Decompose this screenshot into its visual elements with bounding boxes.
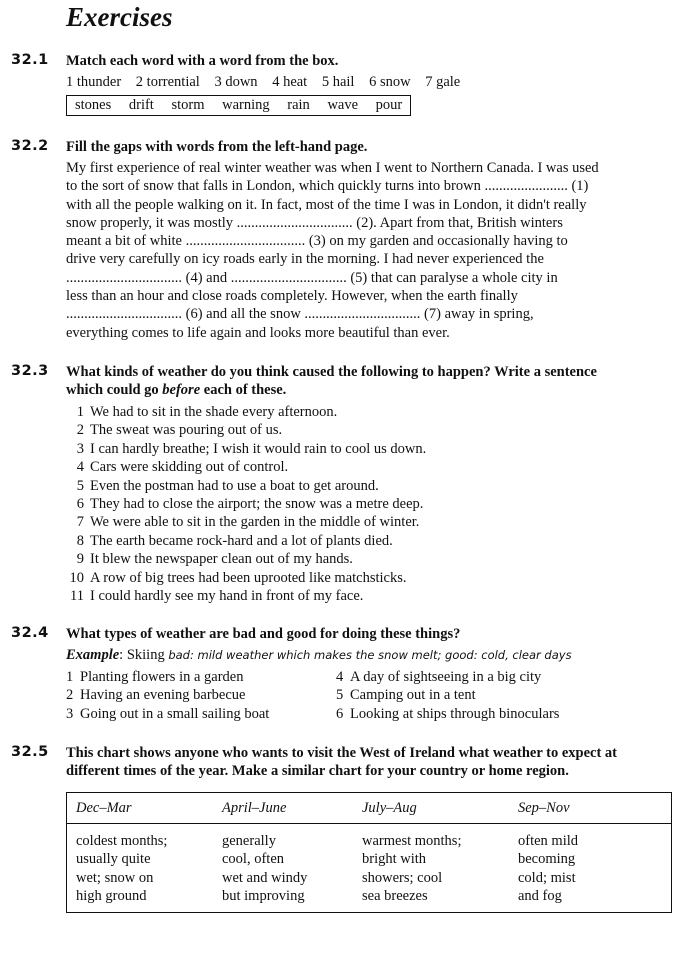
chart-cell: [213, 832, 353, 906]
cell-line: usually quite: [76, 851, 151, 868]
word-list: [66, 73, 676, 91]
text-line: ................................ (4) and ................................ (5) that can paralyse a whole city in: [66, 269, 558, 286]
chart-header-row: [67, 793, 671, 824]
list-item: [58, 550, 676, 568]
exercise-number: 32.3: [11, 363, 49, 379]
instruction: What types of weather are bad and good for doing these things?: [66, 626, 461, 642]
chart-header: April–June: [222, 799, 287, 816]
item-text: Looking at ships through binoculars: [350, 705, 560, 722]
list-item: [336, 705, 656, 723]
box-word: storm: [171, 97, 205, 114]
list-item: [58, 440, 676, 458]
list-item: [58, 569, 676, 587]
exercise-number: 32.1: [11, 52, 49, 68]
item-text: Even the postman had to use a boat to get around.: [90, 477, 379, 494]
exercise-number: 32.5: [11, 744, 49, 760]
cell-line: becoming: [518, 851, 576, 868]
activity-list: [66, 668, 676, 723]
cell-line: and fog: [518, 888, 562, 905]
list-item: [58, 587, 676, 605]
text-line: drive very carefully on icy roads early in the morning. I had never experienced the: [66, 251, 544, 268]
chart-body-row: [67, 824, 671, 912]
cell-line: sea breezes: [362, 888, 428, 905]
cell-line: generally: [222, 833, 276, 849]
item-number: 10: [69, 569, 84, 586]
box-word: pour: [375, 97, 403, 114]
item-number: 5: [76, 477, 84, 494]
item-number: 4: [336, 669, 344, 685]
instruction: different times of the year. Make a similar chart for your country or home region.: [66, 763, 569, 779]
instruction: Fill the gaps with words from the left-hand page.: [66, 139, 368, 155]
item-number: 7: [76, 514, 84, 531]
list-item: [58, 403, 676, 421]
cell-line: warmest months;: [362, 833, 462, 849]
list-item: [58, 495, 676, 513]
cell-line: wet; snow on: [76, 869, 154, 886]
box-word: warning: [222, 97, 270, 114]
gap-fill-text: [66, 159, 676, 342]
item-number: 6: [336, 705, 344, 722]
word-item: 7 gale: [425, 74, 461, 90]
example-line: [66, 646, 676, 665]
item-text: We had to sit in the shade every afternoon.: [90, 404, 338, 420]
list-item: [58, 477, 676, 495]
item-number: 11: [70, 588, 84, 605]
item-text: It blew the newspaper clean out of my hands.: [90, 551, 353, 568]
item-number: 2: [76, 422, 84, 439]
list-item: [66, 668, 336, 686]
item-text: I could hardly see my hand in front of my face.: [90, 588, 364, 605]
item-text: A row of big trees had been uprooted like matchsticks.: [90, 569, 407, 586]
cell-line: cold; mist: [518, 869, 576, 886]
cell-line: high ground: [76, 888, 147, 905]
item-text: I can hardly breathe; I wish it would rain to cool us down.: [90, 440, 427, 457]
exercise-number: 32.2: [11, 138, 49, 154]
word-item: 5 hail: [321, 74, 355, 90]
item-number: 8: [76, 532, 84, 549]
instruction: Match each word with a word from the box.: [66, 53, 339, 69]
box-word: stones: [75, 97, 112, 114]
word-item: 3 down: [214, 74, 258, 90]
instruction: This chart shows anyone who wants to visit the West of Ireland what weather to expect at: [66, 745, 617, 761]
item-number: 5: [336, 687, 344, 704]
cell-line: bright with: [362, 851, 427, 868]
list-item: [336, 668, 656, 686]
list-item: [58, 532, 676, 550]
list-item: [66, 686, 336, 704]
item-number: 1: [66, 669, 74, 685]
item-text: A day of sightseeing in a big city: [350, 669, 542, 685]
activity-column-left: [66, 668, 336, 723]
item-text: Having an evening barbecue: [80, 687, 246, 704]
text-line: ................................ (6) and all the snow ................................ (7) away in spring,: [66, 306, 534, 323]
cell-line: showers; cool: [362, 869, 443, 886]
cell-line: cool, often: [222, 851, 285, 868]
text-line: meant a bit of white ................................. (3) on my garden and occasionally having to: [66, 233, 568, 250]
box-word: drift: [128, 97, 154, 114]
item-text: They had to close the airport; the snow was a metre deep.: [90, 496, 424, 513]
activity-column-right: [336, 668, 656, 723]
text-line: less than an hour and close roads completely. However, when the earth finally: [66, 288, 518, 305]
item-number: 1: [76, 404, 84, 420]
word-item: 4 heat: [272, 74, 308, 90]
item-text: Camping out in a tent: [350, 687, 476, 704]
item-text: We were able to sit in the garden in the middle of winter.: [90, 514, 420, 531]
cell-line: but improving: [222, 888, 305, 905]
instruction-part: which could go: [66, 382, 163, 398]
chart-cell: [509, 832, 671, 906]
text-line: My first experience of real winter weather was when I went to Northern Canada. I was used: [66, 160, 599, 176]
list-item: [58, 458, 676, 476]
list-item: [58, 421, 676, 439]
box-word: rain: [287, 97, 310, 114]
item-text: Planting flowers in a garden: [80, 669, 244, 685]
cell-line: coldest months;: [76, 833, 168, 849]
text-line: everything comes to life again and looks more beautiful than ever.: [66, 324, 450, 341]
chart-header: Dec–Mar: [76, 799, 132, 816]
chart-header: Sep–Nov: [518, 799, 570, 816]
word-box: [66, 95, 411, 116]
list-item: [66, 705, 336, 723]
exercise-number: 32.4: [11, 625, 49, 641]
item-text: The earth became rock-hard and a lot of plants died.: [90, 532, 393, 549]
item-number: 3: [76, 440, 84, 457]
example-label: Example: [66, 647, 120, 663]
chart-cell: [67, 832, 213, 906]
item-number: 6: [76, 496, 84, 513]
item-number: 4: [76, 459, 84, 476]
instruction: What kinds of weather do you think caused the following to happen? Write a sentence: [66, 364, 597, 380]
word-item: 1 thunder: [66, 74, 122, 90]
box-word: wave: [327, 97, 359, 114]
text-line: snow properly, it was mostly ................................ (2). Apart from that, British winters: [66, 214, 563, 231]
example-text: : Skiing: [119, 647, 165, 663]
item-number: 2: [66, 687, 74, 704]
text-line: with all the people walking on it. In fact, most of the time I was in London, it didn't really: [66, 196, 587, 213]
item-number: 9: [76, 551, 84, 568]
sentence-list: [58, 403, 676, 605]
item-text: Cars were skidding out of control.: [90, 459, 289, 476]
cell-line: wet and windy: [222, 869, 308, 886]
cell-line: often mild: [518, 833, 579, 849]
instruction-emphasis: before: [162, 382, 201, 398]
item-number: 3: [66, 705, 74, 722]
list-item: [58, 513, 676, 531]
example-handwritten: bad: mild weather which makes the snow melt; good: cold, clear days: [168, 648, 572, 662]
chart-cell: [353, 832, 509, 906]
chart-header: July–Aug: [362, 799, 417, 816]
text-line: to the sort of snow that falls in London, which quickly turns into brown ....................... (1): [66, 178, 589, 195]
page-title: Exercises: [66, 2, 173, 32]
item-text: The sweat was pouring out of us.: [90, 422, 283, 439]
word-item: 6 snow: [369, 74, 411, 90]
instruction-part: each of these.: [200, 382, 287, 398]
weather-chart: [66, 792, 672, 913]
word-item: 2 torrential: [135, 74, 200, 90]
item-text: Going out in a small sailing boat: [80, 705, 270, 722]
instruction: [66, 381, 676, 399]
list-item: [336, 686, 656, 704]
